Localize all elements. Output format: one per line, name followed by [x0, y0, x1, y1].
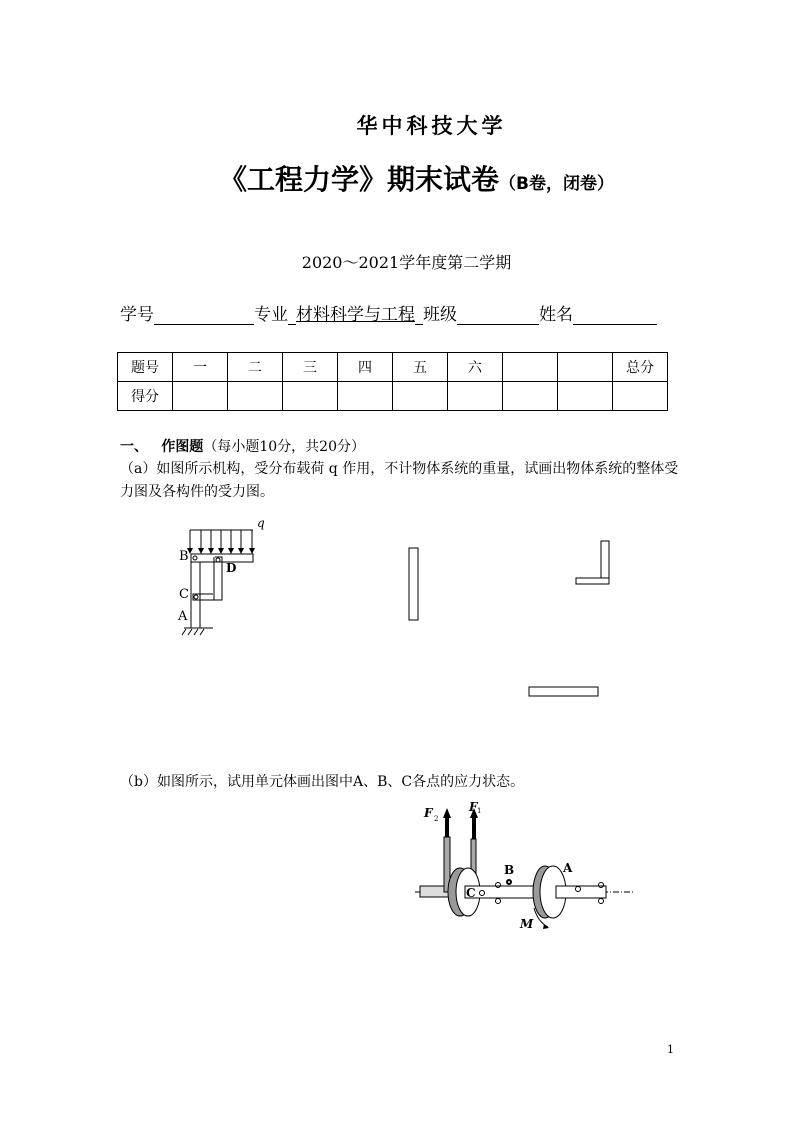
name-label: 姓名 — [539, 305, 573, 325]
member-L-horizontal — [576, 578, 609, 584]
label-B: B — [179, 549, 189, 564]
title-sub: （B卷，闭卷） — [499, 174, 614, 194]
table-cell: 得分 — [118, 382, 173, 411]
page-number: 1 — [667, 1043, 674, 1056]
label-A: A — [178, 609, 188, 624]
label-D: D — [226, 561, 237, 575]
table-row — [118, 382, 668, 411]
label-B: B — [504, 863, 515, 877]
table-cell: 一 — [173, 353, 228, 382]
table-cell: 六 — [448, 353, 503, 382]
score-cell[interactable] — [448, 382, 503, 411]
table-cell: 总分 — [613, 353, 668, 382]
student-id-blank[interactable] — [154, 306, 254, 325]
score-table — [117, 352, 668, 411]
class-blank[interactable] — [457, 306, 539, 325]
section-title: 作图题 — [161, 439, 204, 455]
table-cell: 题号 — [118, 353, 173, 382]
label-C: C — [466, 886, 476, 900]
score-cell[interactable] — [283, 382, 338, 411]
major-value: 材料科学与工程 — [296, 305, 415, 325]
label-C: C — [179, 587, 189, 602]
table-row — [118, 353, 668, 382]
figure-a — [170, 510, 620, 710]
university-name: 华中科技大学 — [356, 114, 507, 138]
table-cell: 四 — [338, 353, 393, 382]
label-F1: F — [469, 800, 478, 814]
name-blank[interactable] — [573, 306, 657, 325]
class-label: 班级 — [423, 305, 457, 325]
part-b-text: （b）如图所示，试用单元体画出图中A、B、C各点的应力状态。 — [120, 774, 525, 790]
label-F2: F — [424, 806, 433, 820]
table-cell: 五 — [393, 353, 448, 382]
score-cell[interactable] — [173, 382, 228, 411]
table-cell — [503, 353, 558, 382]
table-cell — [558, 353, 613, 382]
member-bar-horizontal — [529, 687, 598, 696]
label-F1-sub: 1 — [477, 807, 482, 815]
section-note: （每小题10分，共20分） — [203, 439, 365, 455]
label-q: q — [257, 516, 265, 530]
member-L-vertical — [601, 541, 609, 578]
figure-b — [410, 790, 640, 940]
table-cell: 二 — [228, 353, 283, 382]
label-F2-sub: 2 — [434, 815, 439, 823]
label-A: A — [563, 861, 573, 875]
score-cell[interactable] — [338, 382, 393, 411]
student-info — [120, 300, 657, 325]
title-main: 《工程力学》期末试卷 — [219, 163, 500, 196]
table-cell: 三 — [283, 353, 338, 382]
part-a-text: （a）如图所示机构，受分布载荷 q 作用，不计物体系统的重量，试画出物体系统的整体受力图及各构件的受力图。 — [120, 461, 679, 500]
score-cell[interactable] — [228, 382, 283, 411]
student-id-label: 学号 — [120, 305, 154, 325]
blank-pad — [415, 306, 423, 325]
section-heading — [120, 436, 365, 456]
term: 2020～2021学年度第二学期 — [301, 253, 512, 272]
section-number: 一、 — [120, 439, 148, 455]
score-cell[interactable] — [393, 382, 448, 411]
member-bar-vertical — [409, 548, 418, 620]
score-cell[interactable] — [503, 382, 558, 411]
blank-pad — [288, 306, 296, 325]
major-label: 专业 — [254, 305, 288, 325]
score-cell[interactable] — [558, 382, 613, 411]
label-M: M — [520, 917, 534, 931]
score-cell[interactable] — [613, 382, 668, 411]
exam-title — [0, 158, 793, 198]
